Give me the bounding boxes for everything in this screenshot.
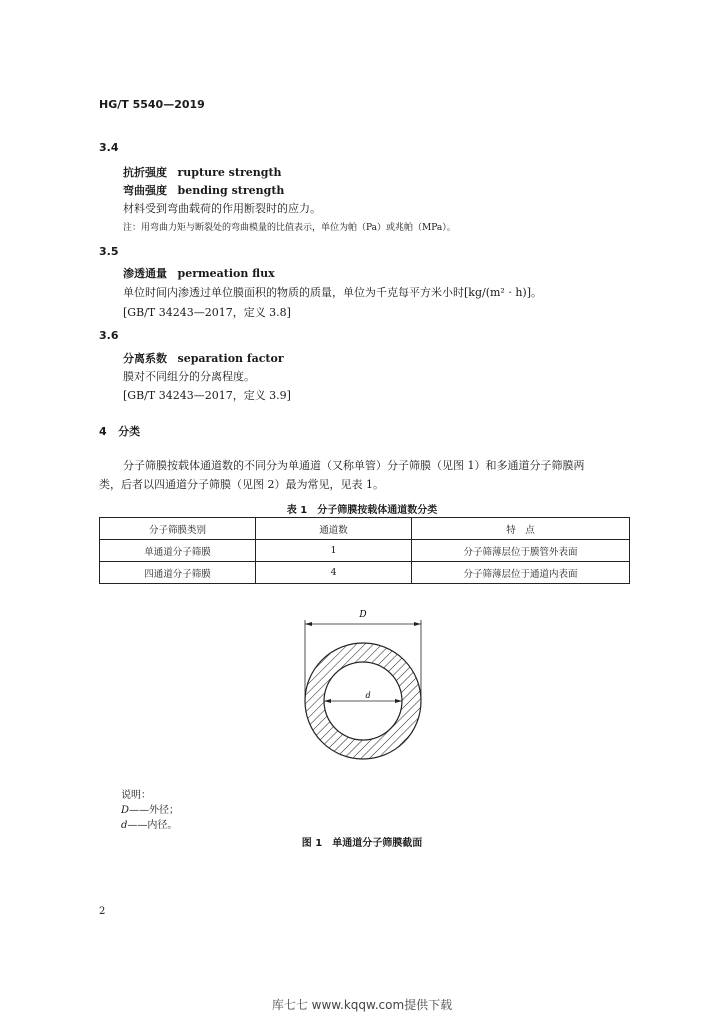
term-separation-factor bbox=[123, 350, 284, 366]
section-title: 分类 bbox=[118, 425, 141, 438]
table-header-row bbox=[100, 518, 630, 540]
table-cell: 分子筛薄层位于通道内表面 bbox=[412, 562, 630, 584]
legend-text: ——外径； bbox=[129, 805, 180, 816]
table-caption: 表 1 分子筛膜按载体通道数分类 bbox=[286, 505, 438, 516]
table-header-cell: 通道数 bbox=[256, 518, 412, 540]
table-cell: 四通道分子筛膜 bbox=[100, 562, 256, 584]
term-en: permeation flux bbox=[177, 267, 275, 280]
table-row bbox=[100, 562, 630, 584]
table-cell: 单通道分子筛膜 bbox=[100, 540, 256, 562]
definition-3-4: 材料受到弯曲载荷的作用断裂时的应力。 bbox=[123, 202, 321, 215]
term-en: rupture strength bbox=[177, 166, 282, 179]
table-cell: 1 bbox=[256, 540, 412, 562]
paragraph-line-1: 分子筛膜按载体通道数的不同分为单通道（又称单管）分子筛膜（见图 1）和多通道分子筛膜两 bbox=[123, 459, 585, 472]
figure-caption: 图 1 单通道分子筛膜截面 bbox=[301, 838, 423, 849]
term-cn: 抗折强度 bbox=[123, 166, 167, 179]
term-bending-strength bbox=[123, 182, 284, 198]
term-rupture-strength bbox=[123, 164, 282, 180]
footer-watermark: 库七七 www.kqqw.com提供下载 bbox=[271, 998, 453, 1012]
label-inner-diameter: d bbox=[365, 691, 371, 700]
legend-symbol: D bbox=[121, 805, 130, 816]
table-cell: 分子筛薄层位于膜管外表面 bbox=[412, 540, 630, 562]
figure-1-cross-section bbox=[290, 600, 440, 780]
definition-3-6: 膜对不同组分的分离程度。 bbox=[123, 370, 255, 383]
term-en: bending strength bbox=[177, 184, 285, 197]
table-cell: 4 bbox=[256, 562, 412, 584]
section-number-3-5: 3.5 bbox=[99, 245, 119, 258]
definition-3-5: 单位时间内渗透过单位膜面积的物质的质量，单位为千克每平方米小时[kg/(m² · h)]。 bbox=[123, 286, 542, 299]
legend-item-inner bbox=[121, 816, 177, 831]
legend-symbol: d bbox=[121, 820, 128, 831]
hatched-ring bbox=[290, 600, 440, 780]
section-number-3-4: 3.4 bbox=[99, 141, 119, 154]
table-header-cell: 特 点 bbox=[412, 518, 630, 540]
table-header-cell: 分子筛膜类别 bbox=[100, 518, 256, 540]
paragraph-line-2: 类，后者以四通道分子筛膜（见图 2）最为常见，见表 1。 bbox=[99, 478, 384, 491]
classification-table bbox=[99, 517, 630, 584]
section-heading-4 bbox=[99, 423, 140, 439]
table-row bbox=[100, 540, 630, 562]
term-cn: 分离系数 bbox=[123, 352, 167, 365]
source-3-6: [GB/T 34243—2017，定义 3.9] bbox=[123, 389, 291, 402]
term-permeation-flux bbox=[123, 265, 275, 281]
standard-code: HG/T 5540—2019 bbox=[99, 98, 205, 111]
term-cn: 弯曲强度 bbox=[123, 184, 167, 197]
legend-item-outer bbox=[121, 801, 179, 816]
term-en: separation factor bbox=[177, 352, 284, 365]
legend-text: ——内径。 bbox=[127, 820, 178, 831]
section-number-3-6: 3.6 bbox=[99, 329, 119, 342]
legend-title: 说明： bbox=[121, 790, 151, 801]
note-3-4: 注：用弯曲力矩与断裂处的弯曲模量的比值表示，单位为帕（Pa）或兆帕（MPa）。 bbox=[123, 223, 456, 233]
source-3-5: [GB/T 34243—2017，定义 3.8] bbox=[123, 306, 291, 319]
page-number: 2 bbox=[99, 906, 106, 917]
section-number: 4 bbox=[99, 425, 107, 438]
term-cn: 渗透通量 bbox=[123, 267, 167, 280]
